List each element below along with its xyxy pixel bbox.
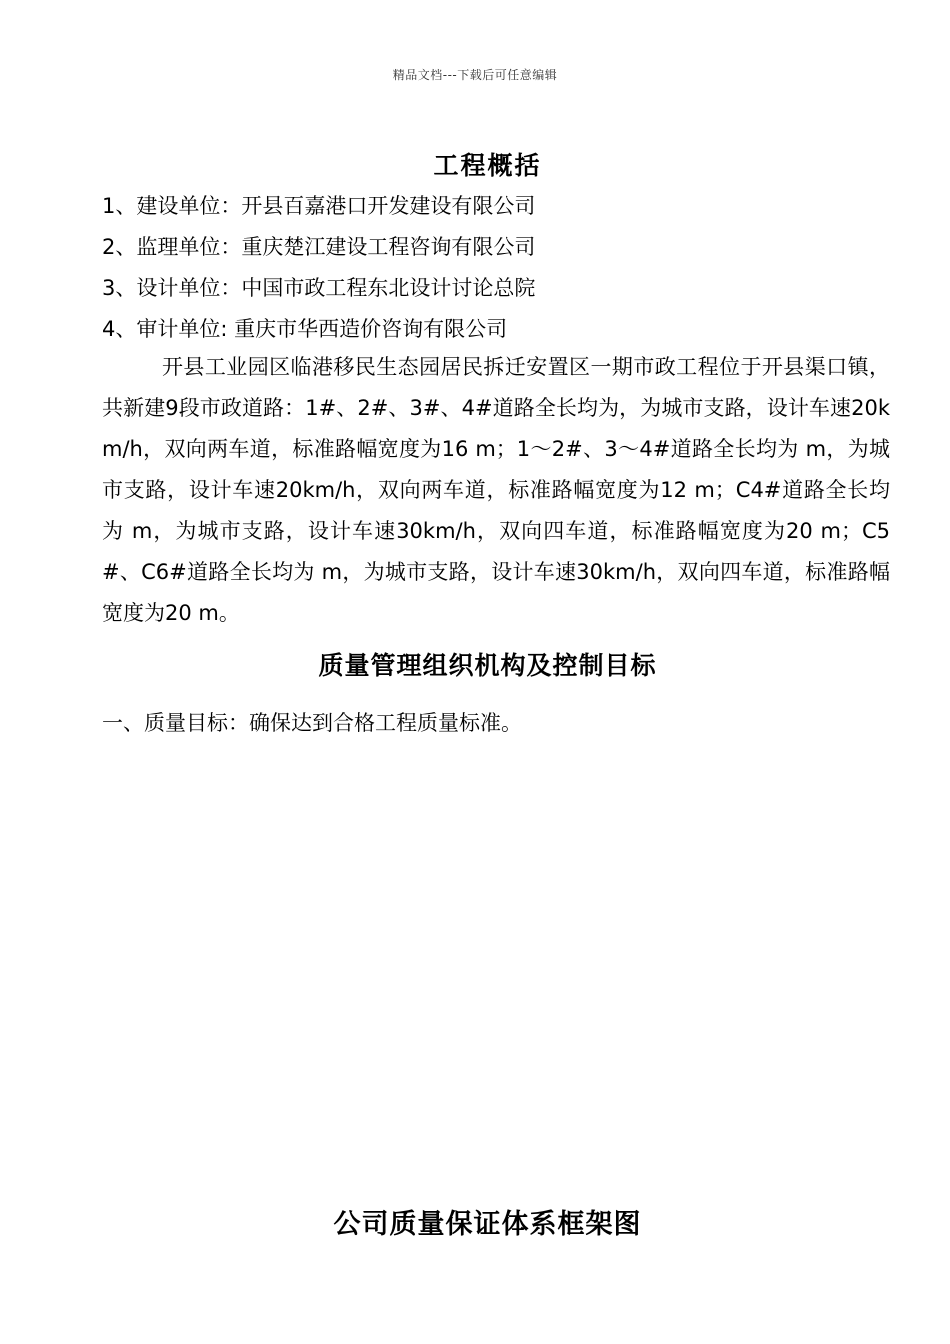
page-header-note: 精品文档---下载后可任意编辑	[392, 68, 558, 82]
info-item-design-unit: 3、设计单位：中国市政工程东北设计讨论总院	[102, 276, 536, 300]
document-title: 工程概括	[433, 151, 542, 180]
project-info-list	[102, 186, 902, 350]
quality-goal-line: 一、质量目标：确保达到合格工程质量标准。	[102, 711, 522, 735]
info-item-construction-unit: 1、建设单位：开县百嘉港口开发建设有限公司	[102, 194, 536, 218]
section-heading-quality-management: 质量管理组织机构及控制目标	[318, 651, 657, 680]
info-item-audit-unit: 4、审计单位: 重庆市华西造价咨询有限公司	[102, 317, 508, 341]
info-item-supervision-unit: 2、监理单位：重庆楚江建设工程咨询有限公司	[102, 235, 536, 259]
project-description-paragraph: 开县工业园区临港移民生态园居民拆迁安置区一期市政工程位于开县渠口镇，共新建9段市政道路：1#、2#、3#、4#道路全长均为，为城市支路，设计车速20km/h，双向两车道，标准路幅宽度为16 m；1～2#、3～4#道路全长均为 m，为城市支路，设计车速20km/h，双向两车道，标准路幅宽度为12 m；C4#道路全长均为 m，为城市支路，设计车速30km/h，双向四车道，标准路幅宽度为20 m；C5#、C6#道路全长均为 m，为城市支路，设计车速30km/h，双向四车道，标准路幅宽度为20 m。	[102, 355, 890, 625]
quality-system-chart-title: 公司质量保证体系框架图	[333, 1209, 642, 1240]
